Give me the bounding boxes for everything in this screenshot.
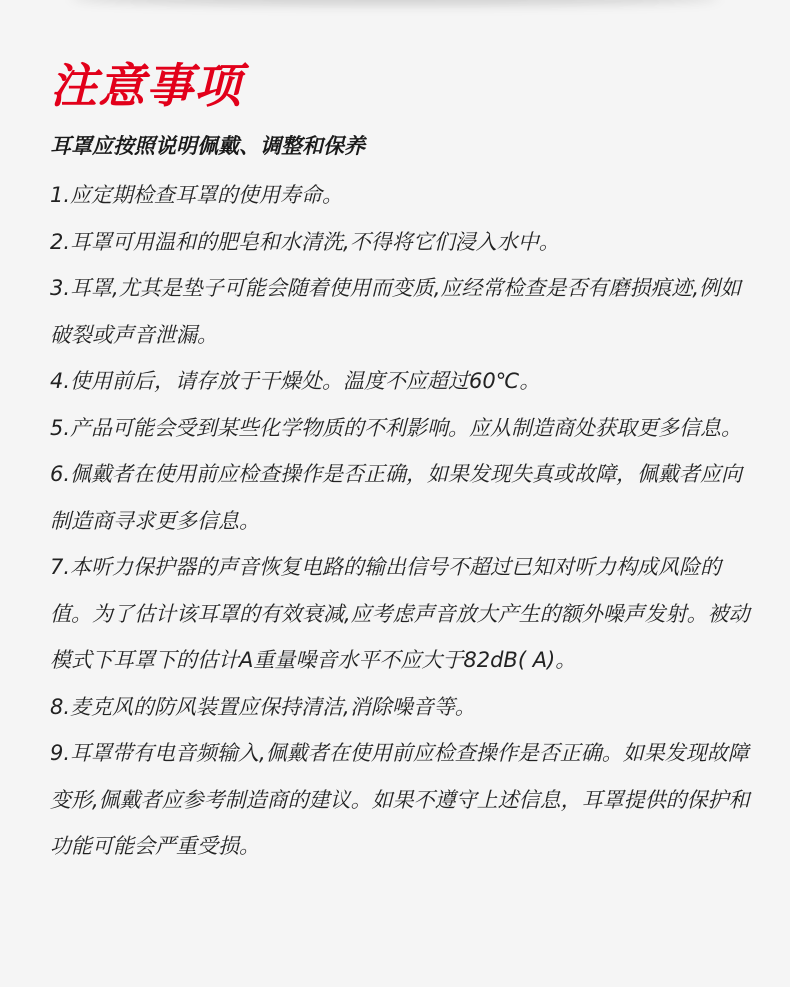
notice-item-7: 7.本听力保护器的声音恢复电路的输出信号不超过已知对听力构成风险的值。为了估计该耳罩的有效衰减,应考虑声音放大产生的额外噪声发射。被动模式下耳罩下的估计A重量噪音水平不应大于82dB( A)。 bbox=[50, 555, 750, 672]
notice-item-1: 1.应定期检查耳罩的使用寿命。 bbox=[50, 183, 344, 207]
notice-item-6: 6.佩戴者在使用前应检查操作是否正确，如果发现失真或故障，佩戴者应向制造商寻求更多信息。 bbox=[50, 462, 743, 533]
notice-item-5: 5.产品可能会受到某些化学物质的不利影响。应从制造商处获取更多信息。 bbox=[50, 415, 743, 440]
notice-item-9: 9.耳罩带有电音频输入,佩戴者在使用前应检查操作是否正确。如果发现故障变形,佩戴者应参考制造商的建议。如果不遵守上述信息，耳罩提供的保护和功能可能会严重受损。 bbox=[50, 741, 750, 858]
notice-item-4: 4.使用前后，请存放于干燥处。温度不应超过60℃。 bbox=[50, 369, 541, 393]
page-title: 注意事项 bbox=[50, 59, 242, 114]
notice-item-2: 2.耳罩可用温和的肥皂和水清洗,不得将它们浸入水中。 bbox=[50, 229, 560, 254]
notice-section bbox=[50, 56, 762, 870]
notice-list bbox=[50, 172, 762, 870]
notice-item-8: 8.麦克风的防风装置应保持清洁,消除噪音等。 bbox=[50, 694, 476, 719]
subtitle: 耳罩应按照说明佩戴、调整和保养 bbox=[50, 134, 365, 158]
notice-item-3: 3.耳罩,尤其是垫子可能会随着使用而变质,应经常检查是否有磨损痕迹,例如破裂或声音泄漏。 bbox=[50, 276, 742, 347]
